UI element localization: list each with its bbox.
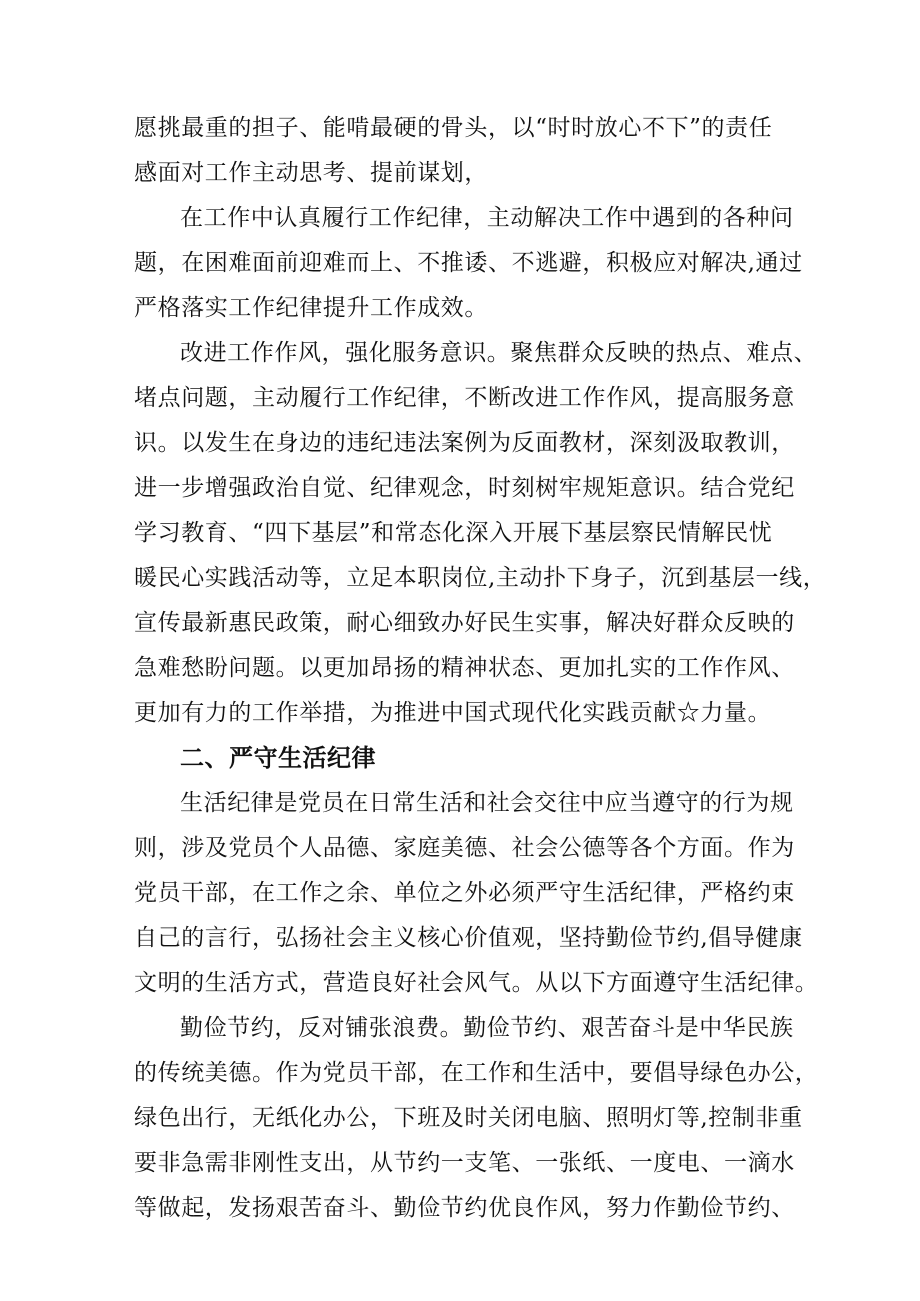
- text-line: 要非急需非刚性支出，从节约一支笔、一张纸、一度电、一滴水: [134, 1150, 795, 1176]
- paragraph-first-line: 生活纪律是党员在日常生活和社会交往中应当遵守的行为规: [180, 790, 794, 816]
- section-heading: 二、严守生活纪律: [180, 744, 376, 772]
- text-line: 更加有力的工作举措，为推进中国式现代化实践贡献☆力量。: [134, 700, 772, 726]
- text-line: 等做起，发扬艰苦奋斗、勤俭节约优良作风，努力作勤俭节约、: [134, 1195, 795, 1221]
- text-line: 暖民心实践活动等，立足本职岗位,主动扑下身子，沉到基层一线，: [134, 565, 827, 591]
- text-line: 感面对工作主动思考、提前谋划，: [134, 160, 488, 186]
- text-line: 题，在困难面前迎难而上、不推诿、不逃避，积极应对解决,通过: [134, 250, 803, 276]
- text-line: 宣传最新惠民政策，耐心细致办好民生实事，解决好群众反映的: [134, 610, 795, 636]
- text-line: 学习教育、“四下基层”和常态化深入开展下基层察民情解民忧: [134, 520, 773, 546]
- text-line: 严格落实工作纪律提升工作成效。: [134, 295, 488, 321]
- text-line: 文明的生活方式，营造良好社会风气。从以下方面遵守生活纪律。: [134, 970, 819, 996]
- text-line: 的传统美德。作为党员干部，在工作和生活中，要倡导绿色办公，: [134, 1060, 819, 1086]
- paragraph-first-line: 改进工作作风，强化服务意识。聚焦群众反映的热点、难点、: [180, 340, 818, 366]
- text-line: 进一步增强政治自觉、纪律观念，时刻树牢规矩意识。结合党纪: [134, 475, 795, 501]
- paragraph-first-line: 在工作中认真履行工作纪律，主动解决工作中遇到的各种问: [180, 205, 794, 231]
- text-line: 绿色出行，无纸化办公，下班及时关闭电脑、照明灯等,控制非重: [134, 1105, 803, 1131]
- text-line: 堵点问题，主动履行工作纪律，不断改进工作作风，提高服务意: [134, 385, 795, 411]
- text-line: 则，涉及党员个人品德、家庭美德、社会公德等各个方面。作为: [134, 835, 795, 861]
- paragraph-first-line: 勤俭节约，反对铺张浪费。勤俭节约、艰苦奋斗是中华民族: [180, 1015, 794, 1041]
- text-line: 识。以发生在身边的违纪违法案例为反面教材，深刻汲取教训，: [134, 430, 795, 456]
- text-line: 党员干部，在工作之余、单位之外必须严守生活纪律，严格约束: [134, 880, 795, 906]
- text-line: 自己的言行，弘扬社会主义核心价值观，坚持勤俭节约,倡导健康: [134, 925, 803, 951]
- text-line: 急难愁盼问题。以更加昂扬的精神状态、更加扎实的工作作风、: [134, 655, 795, 681]
- text-line: 愿挑最重的担子、能啃最硬的骨头，以“时时放心不下”的责任: [134, 115, 773, 141]
